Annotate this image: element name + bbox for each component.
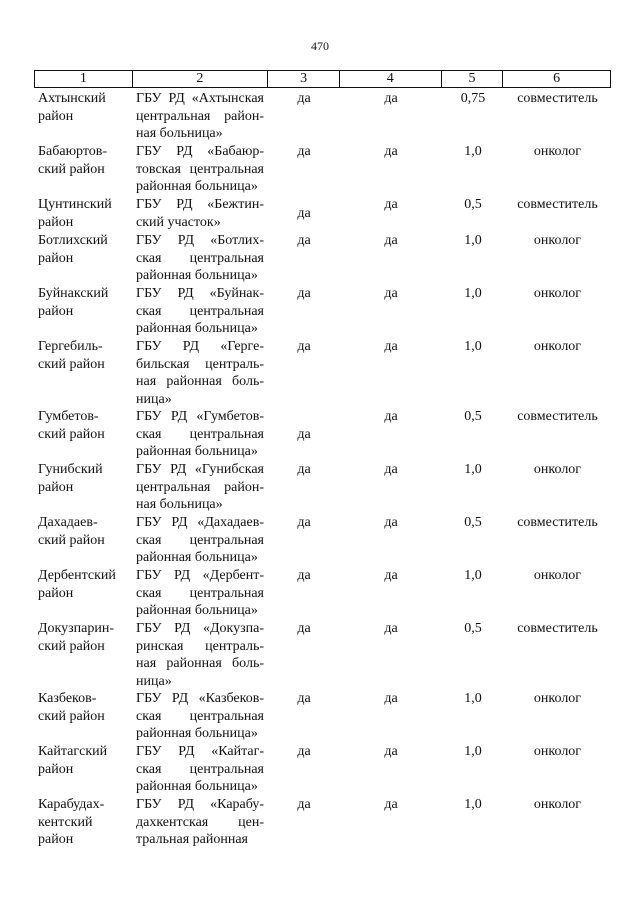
district-cell-line: Ботлихский (38, 233, 108, 248)
table-row (34, 690, 611, 743)
position-cell: онколог (533, 233, 582, 248)
table-row (34, 567, 611, 620)
district-cell-line: Ахтынский (38, 91, 106, 106)
institution-cell-line: ная районная боль- (136, 374, 264, 389)
position-cell: совместитель (517, 91, 598, 106)
col3-cell: да (297, 144, 311, 159)
district-cell-line: район (38, 303, 74, 319)
institution-cell-line: ница» (136, 391, 172, 407)
rate-cell: 1,0 (464, 339, 482, 354)
institution-cell (132, 408, 268, 461)
institution-cell (132, 743, 268, 796)
institution-cell (132, 796, 268, 856)
table-row (34, 620, 611, 690)
position-cell: онколог (533, 691, 582, 706)
district-cell-line: ский район (38, 426, 105, 442)
position-cell: онколог (533, 339, 582, 354)
header-col-6: 6 (553, 71, 561, 86)
header-col-5: 5 (442, 71, 504, 87)
rate-cell: 0,5 (464, 409, 482, 424)
header-col-1: 1 (35, 71, 133, 87)
district-cell (34, 796, 132, 856)
col4-cell: да (384, 91, 398, 106)
col4-cell: да (384, 691, 398, 706)
district-cell-line: ский район (38, 638, 105, 654)
position-cell: онколог (533, 462, 582, 477)
institution-cell-line: ская центральная (136, 585, 264, 601)
institution-cell-line: дахкентская цен- (136, 814, 264, 830)
position-cell: совместитель (517, 197, 598, 212)
col4-cell: да (384, 339, 398, 354)
institution-cell-line: ский участок» (136, 214, 221, 230)
institution-cell (132, 338, 268, 408)
institution-cell-line: ГБУ РД «Дербент- (136, 568, 264, 583)
district-cell (34, 567, 132, 620)
district-cell-line: район (38, 108, 74, 124)
district-cell-line: район (38, 250, 74, 266)
rate-cell: 1,0 (464, 286, 482, 301)
institution-cell-line: районная больница» (136, 179, 258, 194)
table-row (34, 285, 611, 338)
col4-cell: да (384, 797, 398, 812)
institution-cell-line: районная больница» (136, 321, 258, 336)
institution-cell-line: районная больница» (136, 779, 258, 794)
district-cell-line: ский район (38, 708, 105, 724)
district-cell-line: Гунибский (38, 462, 103, 477)
district-cell-line: Буйнакский (38, 286, 109, 301)
institution-cell-line: центральная район- (136, 479, 264, 495)
district-cell-line: Карабудах- (38, 797, 105, 812)
district-cell (34, 196, 132, 232)
position-cell: совместитель (517, 621, 598, 636)
district-cell-line: Дербентский (38, 568, 116, 583)
position-cell: онколог (533, 797, 582, 812)
rate-cell: 1,0 (464, 568, 482, 583)
col3-cell: да (297, 206, 311, 221)
position-cell: онколог (533, 144, 582, 159)
col3-cell: да (297, 91, 311, 106)
rate-cell: 1,0 (464, 462, 482, 477)
col4-cell: да (384, 515, 398, 530)
district-cell-line: Кайтагский (38, 744, 108, 759)
district-cell (34, 90, 132, 143)
institution-cell-line: ГБУ РД «Дахадаев- (136, 515, 264, 530)
rate-cell: 1,0 (464, 144, 482, 159)
district-cell-line: Бабаюртов- (38, 144, 108, 159)
table-row (34, 408, 611, 461)
institution-cell-line: ГБУ РД «Карабу- (136, 797, 264, 812)
institution-cell-line: ская центральная (136, 708, 264, 724)
position-cell: онколог (533, 286, 582, 301)
col3-cell: да (297, 339, 311, 354)
col3-cell: да (297, 621, 311, 636)
rate-cell: 0,5 (464, 621, 482, 636)
district-cell-line: район (38, 585, 74, 601)
district-cell-line: кентский (38, 814, 93, 830)
rate-cell: 1,0 (464, 691, 482, 706)
position-cell: онколог (533, 744, 582, 759)
col3-cell: да (297, 568, 311, 583)
district-cell (34, 408, 132, 461)
rate-cell: 1,0 (464, 233, 482, 248)
header-col-3: 3 (268, 71, 340, 87)
institution-cell-line: ГБУ РД «Гунибская (136, 462, 264, 477)
col3-cell: да (297, 233, 311, 248)
institution-cell-line: товская центральная (136, 161, 264, 177)
institution-cell-line: районная больница» (136, 603, 258, 618)
institution-cell-line: ная районная боль- (136, 656, 264, 671)
col4-cell: да (384, 621, 398, 636)
col3-cell: да (297, 797, 311, 812)
col4-cell: да (384, 286, 398, 301)
institution-cell-line: ская центральная (136, 250, 264, 266)
table-row (34, 338, 611, 408)
district-cell (34, 143, 132, 196)
institution-cell (132, 285, 268, 338)
institution-cell-line: ГБУ РД «Буйнак- (136, 286, 264, 301)
col3-cell: да (297, 427, 311, 442)
institution-cell-line: ГБУ РД «Ботлих- (136, 233, 264, 248)
institution-cell (132, 567, 268, 620)
institution-cell (132, 90, 268, 143)
col4-cell: да (384, 197, 398, 212)
col4-cell: да (384, 144, 398, 159)
institution-cell-line: ная больница» (136, 126, 223, 141)
rate-cell: 1,0 (464, 744, 482, 759)
col4-cell: да (384, 409, 398, 424)
district-cell-line: Гергебиль- (38, 339, 103, 354)
table-row (34, 196, 611, 232)
institution-cell (132, 196, 268, 232)
col4-cell: да (384, 568, 398, 583)
district-cell-line: Дахадаев- (38, 515, 98, 530)
institution-cell (132, 143, 268, 196)
institution-cell-line: ница» (136, 673, 172, 689)
table-row (34, 743, 611, 796)
district-cell (34, 338, 132, 408)
district-cell-line: ский район (38, 161, 105, 177)
institution-cell-line: районная больница» (136, 550, 258, 565)
table-row (34, 514, 611, 567)
col3-cell: да (297, 691, 311, 706)
institution-cell-line: районная больница» (136, 444, 258, 459)
col3-cell: да (297, 462, 311, 477)
district-cell-line: ский район (38, 532, 105, 548)
district-cell-line: ский район (38, 356, 105, 372)
institution-cell-line: ГБУ РД «Кайтаг- (136, 744, 264, 759)
district-cell-line: Докузпарин- (38, 621, 115, 636)
district-cell-line: район (38, 214, 74, 230)
institution-cell-line: бильская централь- (136, 356, 264, 372)
district-cell (34, 743, 132, 796)
institution-cell-line: ринская централь- (136, 638, 264, 654)
district-cell (34, 232, 132, 285)
institution-cell-line: ная больница» (136, 497, 223, 512)
table-header (34, 70, 611, 88)
institution-cell (132, 690, 268, 743)
header-col-4: 4 (340, 71, 442, 87)
institution-cell-line: ская центральная (136, 303, 264, 319)
page-number: 470 (311, 39, 329, 53)
district-cell-line: район (38, 832, 74, 847)
institution-cell-line: ГБУ РД «Ахтынская (136, 91, 264, 106)
institution-cell-line: районная больница» (136, 726, 258, 741)
col3-cell: да (297, 286, 311, 301)
table-row (34, 90, 611, 143)
district-cell-line: район (38, 479, 74, 495)
institution-cell-line: ГБУ РД «Казбеков- (136, 691, 264, 706)
district-cell (34, 461, 132, 514)
institution-cell-line: ская центральная (136, 761, 264, 777)
district-cell-line: Казбеков- (38, 691, 97, 706)
col4-cell: да (384, 462, 398, 477)
district-cell (34, 620, 132, 690)
rate-cell: 0,5 (464, 197, 482, 212)
district-cell (34, 514, 132, 567)
institution-cell-line: ская центральная (136, 426, 264, 442)
district-cell (34, 690, 132, 743)
position-cell: совместитель (517, 409, 598, 424)
table-row (34, 796, 611, 856)
district-cell (34, 285, 132, 338)
col4-cell: да (384, 744, 398, 759)
institution-cell-line: ГБУ РД «Докузпа- (136, 621, 264, 636)
institution-cell-line: ГБУ РД «Герге- (136, 339, 264, 354)
rate-cell: 0,5 (464, 515, 482, 530)
institution-cell-line: районная больница» (136, 268, 258, 283)
institution-cell (132, 514, 268, 567)
institution-cell-line: ГБУ РД «Бежтин- (136, 197, 264, 212)
district-cell-line: Цунтинский (38, 197, 112, 212)
header-col-2: 2 (133, 71, 269, 87)
rate-cell: 0,75 (460, 91, 486, 106)
rate-cell: 1,0 (464, 797, 482, 812)
col3-cell: да (297, 744, 311, 759)
position-cell: онколог (533, 568, 582, 583)
position-cell: совместитель (517, 515, 598, 530)
table-row (34, 232, 611, 285)
table-body (34, 90, 611, 856)
table-row (34, 461, 611, 514)
institution-cell-line: центральная район- (136, 108, 264, 124)
district-cell-line: Гумбетов- (38, 409, 99, 424)
institution-cell (132, 232, 268, 285)
col4-cell: да (384, 233, 398, 248)
table-row (34, 143, 611, 196)
institution-cell (132, 461, 268, 514)
institution-cell-line: ГБУ РД «Гумбетов- (136, 409, 264, 424)
institution-cell-line: ская центральная (136, 532, 264, 548)
institution-cell-line: ГБУ РД «Бабаюр- (136, 144, 264, 159)
institution-cell (132, 620, 268, 690)
district-cell-line: район (38, 761, 74, 777)
col3-cell: да (297, 515, 311, 530)
institution-cell-line: тральная районная (136, 832, 248, 847)
